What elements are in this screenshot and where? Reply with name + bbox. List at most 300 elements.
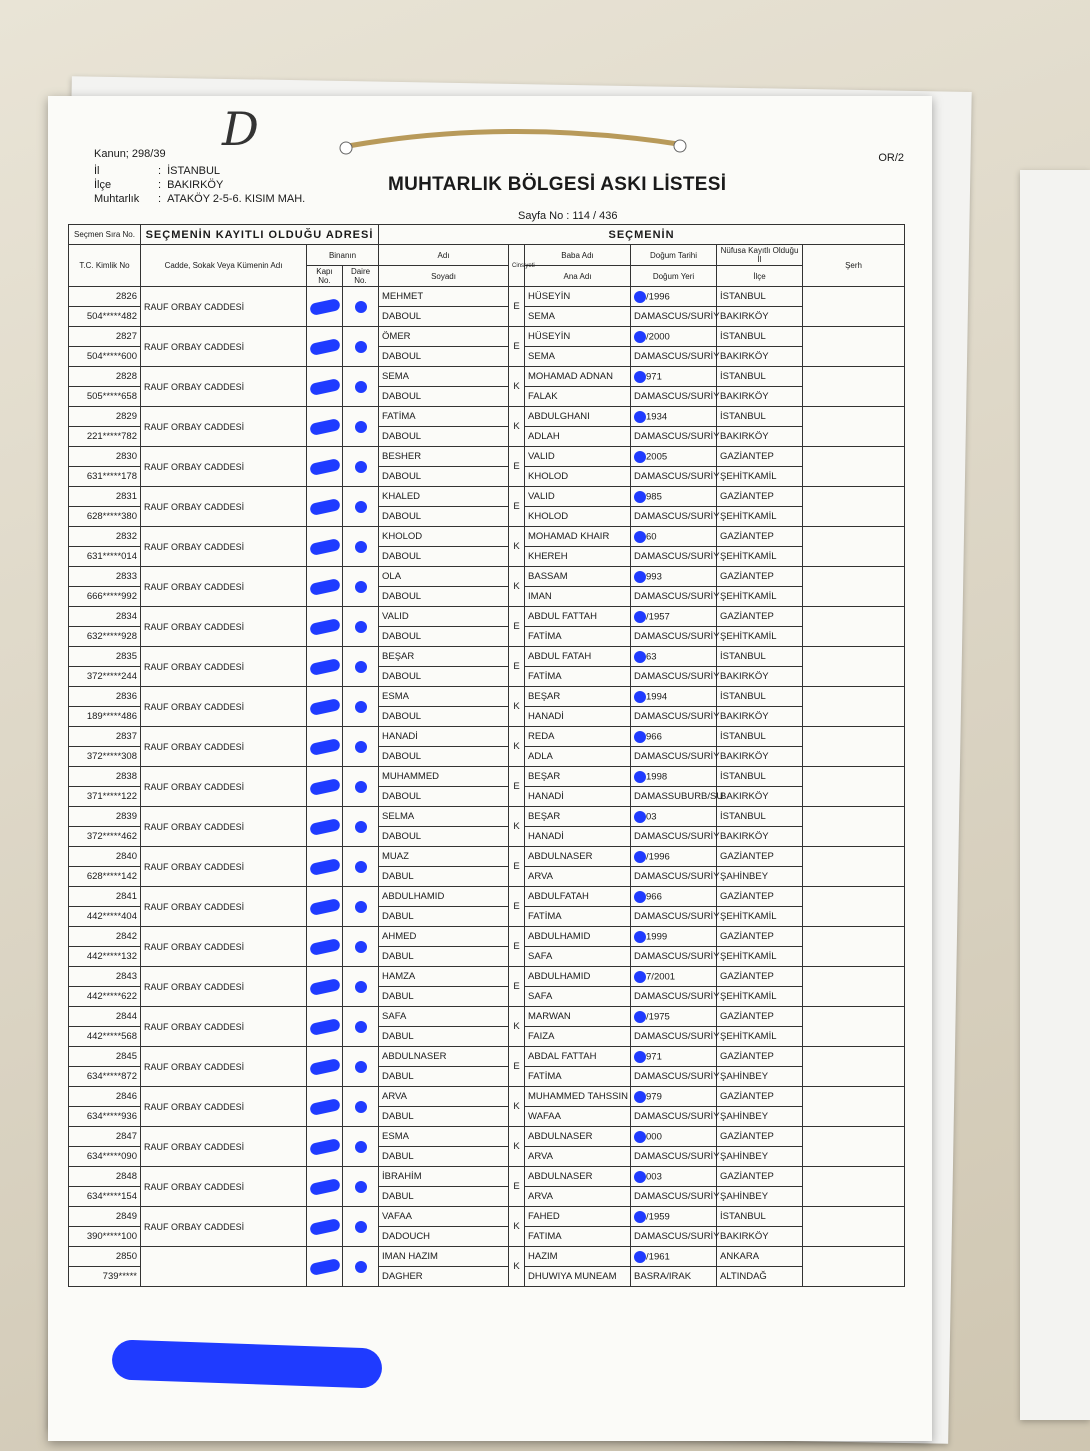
seq-no: 2837 — [69, 727, 141, 747]
reg-district: ŞAHİNBEY — [717, 1107, 803, 1127]
redaction-mark — [634, 291, 646, 303]
remark — [803, 1247, 905, 1287]
redaction-mark — [309, 498, 341, 516]
birth-place: DAMASCUS/SURİY — [631, 747, 717, 767]
mother-name: SEMA — [525, 347, 631, 367]
mother-name: ADLAH — [525, 427, 631, 447]
redaction-mark — [634, 611, 646, 623]
tc-no: 505*****658 — [69, 387, 141, 407]
hanging-string — [338, 126, 688, 156]
col-address-group: SEÇMENİN KAYITLI OLDUĞU ADRESİ — [141, 225, 379, 245]
seq-no: 2830 — [69, 447, 141, 467]
birth-date: 966 — [631, 727, 717, 747]
seq-no: 2832 — [69, 527, 141, 547]
seq-no: 2835 — [69, 647, 141, 667]
flat-redacted — [343, 1007, 379, 1047]
mother-name: FATİMA — [525, 1067, 631, 1087]
remark — [803, 1127, 905, 1167]
remark — [803, 407, 905, 447]
reg-province: İSTANBUL — [717, 647, 803, 667]
first-name: FATİMA — [379, 407, 509, 427]
reg-district: BAKIRKÖY — [717, 827, 803, 847]
remark — [803, 567, 905, 607]
father-name: BEŞAR — [525, 807, 631, 827]
father-name: VALID — [525, 487, 631, 507]
street: RAUF ORBAY CADDESİ — [141, 687, 307, 727]
flat-redacted — [343, 967, 379, 1007]
remark — [803, 487, 905, 527]
reg-district: BAKIRKÖY — [717, 307, 803, 327]
birth-date: 1994 — [631, 687, 717, 707]
father-name: BEŞAR — [525, 687, 631, 707]
col-building: Binanın — [307, 245, 379, 266]
redaction-mark — [309, 378, 341, 396]
redaction-mark — [355, 421, 367, 433]
father-name: BEŞAR — [525, 767, 631, 787]
table-row — [69, 1207, 905, 1227]
first-name: HANADİ — [379, 727, 509, 747]
form-code: OR/2 — [878, 152, 904, 164]
flat-redacted — [343, 287, 379, 327]
province-label: İl — [94, 165, 100, 177]
seq-no: 2849 — [69, 1207, 141, 1227]
reg-province: GAZİANTEP — [717, 527, 803, 547]
door-redacted — [307, 767, 343, 807]
gender: K — [509, 807, 525, 847]
redaction-mark — [309, 1138, 341, 1156]
first-name: VALID — [379, 607, 509, 627]
mother-name: FATİMA — [525, 667, 631, 687]
flat-redacted — [343, 1127, 379, 1167]
redaction-mark — [355, 461, 367, 473]
reg-province: GAZİANTEP — [717, 1087, 803, 1107]
redaction-mark — [634, 1171, 646, 1183]
reg-province: İSTANBUL — [717, 727, 803, 747]
redaction-mark — [634, 491, 646, 503]
redaction-mark — [634, 731, 646, 743]
col-street: Cadde, Sokak Veya Kümenin Adı — [141, 245, 307, 287]
seq-no: 2840 — [69, 847, 141, 867]
street: RAUF ORBAY CADDESİ — [141, 1087, 307, 1127]
tc-no: 632*****928 — [69, 627, 141, 647]
col-reg-district: İlçe — [717, 266, 803, 287]
remark — [803, 1087, 905, 1127]
street: RAUF ORBAY CADDESİ — [141, 447, 307, 487]
reg-province: İSTANBUL — [717, 1207, 803, 1227]
first-name: SELMA — [379, 807, 509, 827]
province-value: İSTANBUL — [167, 165, 221, 177]
birth-date: 966 — [631, 887, 717, 907]
table-row — [69, 287, 905, 307]
reg-district: ALTINDAĞ — [717, 1267, 803, 1287]
table-row — [69, 687, 905, 707]
district-value: BAKIRKÖY — [167, 179, 224, 191]
tc-no: 631*****178 — [69, 467, 141, 487]
tc-no: 634*****154 — [69, 1187, 141, 1207]
seq-no: 2850 — [69, 1247, 141, 1267]
father-name: MARWAN — [525, 1007, 631, 1027]
surname: DABOUL — [379, 587, 509, 607]
tc-no: 189*****486 — [69, 707, 141, 727]
first-name: ÖMER — [379, 327, 509, 347]
redaction-mark — [355, 781, 367, 793]
reg-province: İSTANBUL — [717, 407, 803, 427]
reg-province: İSTANBUL — [717, 367, 803, 387]
remark — [803, 1007, 905, 1047]
redaction-mark — [309, 858, 341, 876]
tc-no: 442*****132 — [69, 947, 141, 967]
seq-no: 2828 — [69, 367, 141, 387]
door-redacted — [307, 1207, 343, 1247]
flat-redacted — [343, 887, 379, 927]
table-row — [69, 447, 905, 467]
tc-no: 372*****308 — [69, 747, 141, 767]
redaction-mark — [634, 931, 646, 943]
door-redacted — [307, 487, 343, 527]
mother-name: ARVA — [525, 1147, 631, 1167]
redaction-mark — [355, 581, 367, 593]
father-name: ABDULHAMID — [525, 927, 631, 947]
redaction-mark — [634, 811, 646, 823]
reg-district: ŞEHİTKAMİL — [717, 1027, 803, 1047]
birth-place: BASRA/IRAK — [631, 1267, 717, 1287]
table-row — [69, 407, 905, 427]
birth-place: DAMASCUS/SURİY — [631, 987, 717, 1007]
first-name: İBRAHİM — [379, 1167, 509, 1187]
redaction-mark — [355, 941, 367, 953]
reg-district: ŞAHİNBEY — [717, 867, 803, 887]
street: RAUF ORBAY CADDESİ — [141, 527, 307, 567]
flat-redacted — [343, 767, 379, 807]
street — [141, 1247, 307, 1287]
reg-district: ŞAHİNBEY — [717, 1187, 803, 1207]
redaction-mark — [634, 1011, 646, 1023]
tc-no: 739***** — [69, 1267, 141, 1287]
seq-no: 2841 — [69, 887, 141, 907]
mother-name: KHOLOD — [525, 507, 631, 527]
first-name: OLA — [379, 567, 509, 587]
redaction-mark — [309, 978, 341, 996]
redaction-mark — [634, 771, 646, 783]
door-redacted — [307, 1007, 343, 1047]
reg-province: GAZİANTEP — [717, 607, 803, 627]
surname: DABOUL — [379, 347, 509, 367]
street: RAUF ORBAY CADDESİ — [141, 567, 307, 607]
seq-no: 2848 — [69, 1167, 141, 1187]
gender: K — [509, 567, 525, 607]
reg-district: ŞEHİTKAMİL — [717, 547, 803, 567]
reg-province: GAZİANTEP — [717, 1167, 803, 1187]
voter-rows — [69, 287, 905, 1287]
birth-date: 60 — [631, 527, 717, 547]
birth-place: DAMASCUS/SURİY — [631, 627, 717, 647]
mukhtar-label: Muhtarlık — [94, 193, 140, 205]
redaction-mark — [634, 971, 646, 983]
birth-place: DAMASCUS/SURİY — [631, 467, 717, 487]
redaction-mark — [355, 661, 367, 673]
mother-name: KHEREH — [525, 547, 631, 567]
redaction-mark — [309, 1098, 341, 1116]
gender: K — [509, 1207, 525, 1247]
header-info: Kanun; 298/39 İl : İSTANBUL İlçe : BAKIRKÖY Muhtarlık : ATAKÖY 2-5-6. KISIM MAH. — [94, 148, 306, 205]
redaction-mark — [355, 1221, 367, 1233]
first-name: MUAZ — [379, 847, 509, 867]
tc-no: 504*****600 — [69, 347, 141, 367]
birth-place: DAMASSUBURB/SU — [631, 787, 717, 807]
street: RAUF ORBAY CADDESİ — [141, 767, 307, 807]
redaction-mark — [309, 1178, 341, 1196]
remark — [803, 927, 905, 967]
redaction-mark — [634, 451, 646, 463]
col-tc: T.C. Kimlik No — [69, 245, 141, 287]
redaction-mark — [355, 1141, 367, 1153]
redaction-mark — [309, 1018, 341, 1036]
col-birth-place: Doğum Yeri — [631, 266, 717, 287]
surname: DABOUL — [379, 387, 509, 407]
father-name: ABDAL FATTAH — [525, 1047, 631, 1067]
door-redacted — [307, 367, 343, 407]
reg-province: GAZİANTEP — [717, 1047, 803, 1067]
tc-no: 390*****100 — [69, 1227, 141, 1247]
tc-no: 628*****142 — [69, 867, 141, 887]
remark — [803, 1167, 905, 1207]
seq-no: 2831 — [69, 487, 141, 507]
gender: E — [509, 447, 525, 487]
table-row — [69, 367, 905, 387]
flat-redacted — [343, 1047, 379, 1087]
table-row — [69, 927, 905, 947]
reg-district: ŞAHİNBEY — [717, 1147, 803, 1167]
first-name: HAMZA — [379, 967, 509, 987]
street: RAUF ORBAY CADDESİ — [141, 367, 307, 407]
seq-no: 2826 — [69, 287, 141, 307]
reg-province: GAZİANTEP — [717, 967, 803, 987]
voter-table — [68, 224, 905, 1287]
mother-name: FATIMA — [525, 1227, 631, 1247]
tc-no: 628*****380 — [69, 507, 141, 527]
gender: K — [509, 367, 525, 407]
street: RAUF ORBAY CADDESİ — [141, 927, 307, 967]
birth-place: DAMASCUS/SURİY — [631, 707, 717, 727]
col-surname: Soyadı — [379, 266, 509, 287]
street: RAUF ORBAY CADDESİ — [141, 1007, 307, 1047]
redaction-mark — [634, 571, 646, 583]
redaction-mark — [355, 1261, 367, 1273]
surname: DABOUL — [379, 667, 509, 687]
father-name: HÜSEYİN — [525, 287, 631, 307]
surname: DABOUL — [379, 307, 509, 327]
redaction-mark — [634, 891, 646, 903]
birth-date: 1934 — [631, 407, 717, 427]
flat-redacted — [343, 927, 379, 967]
col-birth-date: Doğum Tarihi — [631, 245, 717, 266]
birth-date: /1957 — [631, 607, 717, 627]
birth-date: 03 — [631, 807, 717, 827]
col-mother: Ana Adı — [525, 266, 631, 287]
surname: DABOUL — [379, 707, 509, 727]
redaction-mark — [309, 618, 341, 636]
mother-name: SEMA — [525, 307, 631, 327]
reg-province: İSTANBUL — [717, 807, 803, 827]
street: RAUF ORBAY CADDESİ — [141, 407, 307, 447]
door-redacted — [307, 1247, 343, 1287]
redaction-mark — [309, 938, 341, 956]
reg-province: İSTANBUL — [717, 687, 803, 707]
street: RAUF ORBAY CADDESİ — [141, 1167, 307, 1207]
flat-redacted — [343, 407, 379, 447]
street: RAUF ORBAY CADDESİ — [141, 1127, 307, 1167]
surname: DADOUCH — [379, 1227, 509, 1247]
flat-redacted — [343, 727, 379, 767]
mother-name: KHOLOD — [525, 467, 631, 487]
seq-no: 2847 — [69, 1127, 141, 1147]
tc-no: 634*****872 — [69, 1067, 141, 1087]
redaction-mark — [355, 541, 367, 553]
handwritten-mark: D — [222, 102, 259, 156]
first-name: ESMA — [379, 687, 509, 707]
birth-place: DAMASCUS/SURİY — [631, 347, 717, 367]
door-redacted — [307, 1047, 343, 1087]
father-name: HAZIM — [525, 1247, 631, 1267]
mother-name: FATİMA — [525, 907, 631, 927]
tc-no: 631*****014 — [69, 547, 141, 567]
father-name: ABDULGHANI — [525, 407, 631, 427]
tc-no: 634*****090 — [69, 1147, 141, 1167]
gender: K — [509, 527, 525, 567]
tc-no: 666*****992 — [69, 587, 141, 607]
redaction-mark — [634, 411, 646, 423]
tc-no: 371*****122 — [69, 787, 141, 807]
reg-district: BAKIRKÖY — [717, 1227, 803, 1247]
mother-name: WAFAA — [525, 1107, 631, 1127]
table-row — [69, 1247, 905, 1267]
birth-date: 1999 — [631, 927, 717, 947]
reg-district: ŞEHİTKAMİL — [717, 987, 803, 1007]
birth-place: DAMASCUS/SURİY — [631, 387, 717, 407]
table-row — [69, 487, 905, 507]
surname: DABUL — [379, 867, 509, 887]
redaction-mark — [355, 1101, 367, 1113]
reg-district: ŞAHİNBEY — [717, 1067, 803, 1087]
redaction-mark — [355, 1021, 367, 1033]
surname: DABUL — [379, 907, 509, 927]
seq-no: 2846 — [69, 1087, 141, 1107]
col-voter-group: SEÇMENİN — [379, 225, 905, 245]
redaction-mark — [309, 298, 341, 316]
birth-date: /1959 — [631, 1207, 717, 1227]
birth-place: DAMASCUS/SURİY — [631, 507, 717, 527]
col-father: Baba Adı — [525, 245, 631, 266]
col-flat: Daire No. — [343, 266, 379, 287]
redaction-mark — [634, 1251, 646, 1263]
street: RAUF ORBAY CADDESİ — [141, 607, 307, 647]
redaction-mark — [634, 371, 646, 383]
reg-province: GAZİANTEP — [717, 567, 803, 587]
surname: DABUL — [379, 1147, 509, 1167]
reg-province: ANKARA — [717, 1247, 803, 1267]
remark — [803, 647, 905, 687]
col-remark: Şerh — [803, 245, 905, 287]
father-name: ABDUL FATAH — [525, 647, 631, 667]
surname: DABUL — [379, 1107, 509, 1127]
surname: DABOUL — [379, 467, 509, 487]
father-name: FAHED — [525, 1207, 631, 1227]
birth-date: 979 — [631, 1087, 717, 1107]
mukhtar-value: ATAKÖY 2-5-6. KISIM MAH. — [167, 193, 306, 205]
street: RAUF ORBAY CADDESİ — [141, 287, 307, 327]
reg-district: ŞEHİTKAMİL — [717, 947, 803, 967]
redaction-mark — [309, 698, 341, 716]
tc-no: 504*****482 — [69, 307, 141, 327]
birth-date: /1961 — [631, 1247, 717, 1267]
birth-date: 985 — [631, 487, 717, 507]
flat-redacted — [343, 1167, 379, 1207]
door-redacted — [307, 287, 343, 327]
gender: E — [509, 767, 525, 807]
birth-date: /1996 — [631, 287, 717, 307]
district-label: İlçe — [94, 179, 112, 191]
reg-district: ŞEHİTKAMİL — [717, 507, 803, 527]
remark — [803, 1207, 905, 1247]
gender: K — [509, 727, 525, 767]
gender: K — [509, 687, 525, 727]
seq-no: 2839 — [69, 807, 141, 827]
street: RAUF ORBAY CADDESİ — [141, 807, 307, 847]
flat-redacted — [343, 1247, 379, 1287]
col-door: Kapı No. — [307, 266, 343, 287]
father-name: VALID — [525, 447, 631, 467]
redaction-mark — [355, 1181, 367, 1193]
street: RAUF ORBAY CADDESİ — [141, 847, 307, 887]
birth-date: /1996 — [631, 847, 717, 867]
gender: K — [509, 1247, 525, 1287]
door-redacted — [307, 1127, 343, 1167]
redaction-scribble — [111, 1339, 382, 1388]
seq-no: 2844 — [69, 1007, 141, 1027]
birth-place: DAMASCUS/SURİY — [631, 307, 717, 327]
gender: E — [509, 647, 525, 687]
tc-no: 442*****568 — [69, 1027, 141, 1047]
mother-name: FALAK — [525, 387, 631, 407]
surname: DABOUL — [379, 427, 509, 447]
door-redacted — [307, 887, 343, 927]
seq-no: 2833 — [69, 567, 141, 587]
flat-redacted — [343, 847, 379, 887]
father-name: MOHAMAD KHAIR — [525, 527, 631, 547]
mother-name: SAFA — [525, 947, 631, 967]
gender: K — [509, 1127, 525, 1167]
redaction-mark — [309, 898, 341, 916]
first-name: ESMA — [379, 1127, 509, 1147]
redaction-mark — [355, 901, 367, 913]
surname: DABOUL — [379, 827, 509, 847]
street: RAUF ORBAY CADDESİ — [141, 1047, 307, 1087]
col-reg-province: Nüfusa Kayıtlı Olduğu İl — [717, 245, 803, 266]
flat-redacted — [343, 367, 379, 407]
surname: DABOUL — [379, 787, 509, 807]
redaction-mark — [355, 981, 367, 993]
door-redacted — [307, 967, 343, 1007]
gender: E — [509, 1047, 525, 1087]
mother-name: IMAN — [525, 587, 631, 607]
mother-name: SAFA — [525, 987, 631, 1007]
birth-date: 993 — [631, 567, 717, 587]
first-name: BEŞAR — [379, 647, 509, 667]
mother-name: HANADİ — [525, 827, 631, 847]
gender: K — [509, 407, 525, 447]
door-redacted — [307, 567, 343, 607]
first-name: ABDULHAMID — [379, 887, 509, 907]
